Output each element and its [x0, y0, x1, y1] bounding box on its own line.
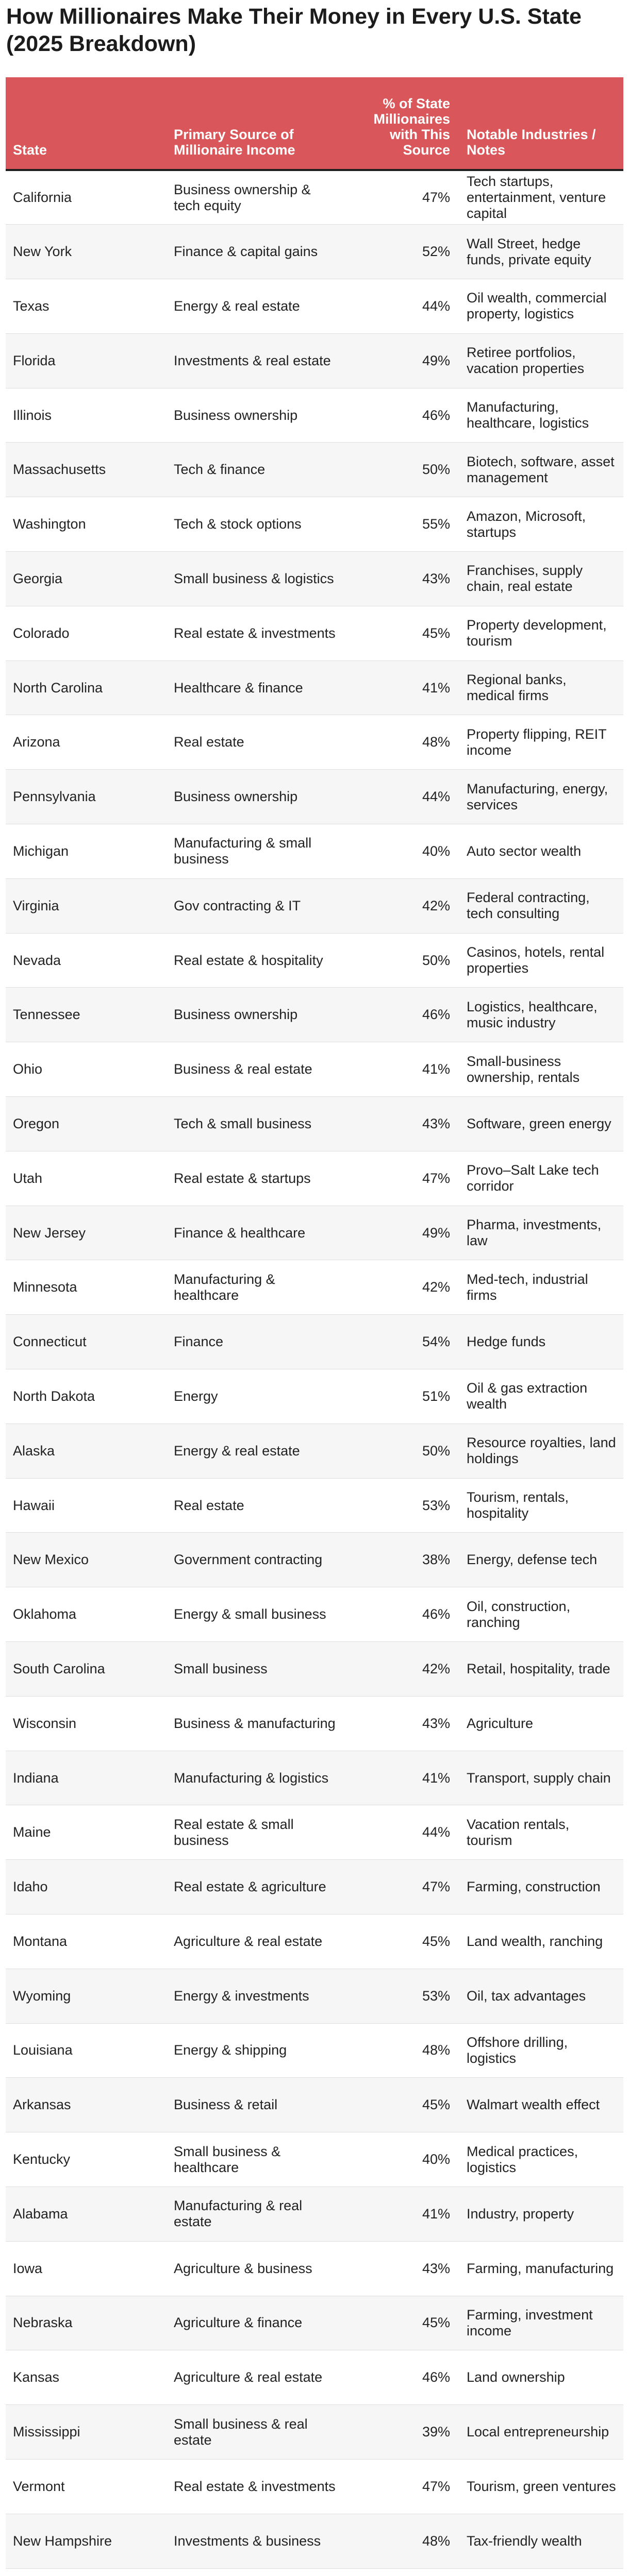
cell-percent: 52%: [346, 225, 459, 279]
cell-primary-source: Finance & healthcare: [167, 1206, 346, 1260]
cell-primary-source: Business & manufacturing: [167, 1696, 346, 1751]
cell-state: Arkansas: [6, 2078, 167, 2132]
cell-primary-source: Business ownership: [167, 388, 346, 443]
cell-state: Nebraska: [6, 2296, 167, 2350]
cell-notes: Tech startups, entertainment, venture capital: [459, 170, 623, 225]
cell-notes: Casinos, hotels, rental properties: [459, 933, 623, 988]
table-row: [6, 933, 623, 988]
cell-notes: Tourism, green ventures: [459, 2459, 623, 2514]
cell-notes: Franchises, supply chain, real estate: [459, 552, 623, 606]
cell-state: Connecticut: [6, 1315, 167, 1369]
cell-notes: Med-tech, industrial firms: [459, 1260, 623, 1315]
cell-notes: Walmart wealth effect: [459, 2078, 623, 2132]
cell-notes: Oil, construction, ranching: [459, 1587, 623, 1642]
header-row: [6, 77, 623, 170]
cell-primary-source: Real estate & small business: [167, 1805, 346, 1860]
table-row: [6, 552, 623, 606]
table-row: [6, 1696, 623, 1751]
cell-percent: 45%: [346, 2078, 459, 2132]
cell-percent: 49%: [346, 333, 459, 388]
table-row: [6, 1860, 623, 1914]
cell-primary-source: Small business & logistics: [167, 552, 346, 606]
table-row: [6, 1423, 623, 1478]
cell-notes: Farming, manufacturing: [459, 2241, 623, 2296]
cell-notes: Retiree portfolios, vacation properties: [459, 333, 623, 388]
cell-percent: 38%: [346, 1533, 459, 1587]
table-row: [6, 2350, 623, 2405]
cell-primary-source: Business ownership & tech equity: [167, 170, 346, 225]
cell-primary-source: Real estate & startups: [167, 1151, 346, 1206]
table-row: [6, 878, 623, 933]
cell-primary-source: Agriculture & finance: [167, 2296, 346, 2350]
cell-percent: 42%: [346, 1642, 459, 1697]
cell-state: New York: [6, 225, 167, 279]
cell-primary-source: Real estate & investments: [167, 2459, 346, 2514]
cell-primary-source: Gov contracting & IT: [167, 878, 346, 933]
cell-state: South Carolina: [6, 1642, 167, 1697]
cell-notes: [459, 2568, 623, 2576]
cell-primary-source: Manufacturing & logistics: [167, 1751, 346, 1805]
cell-percent: 49%: [346, 1206, 459, 1260]
table-row: [6, 2241, 623, 2296]
table-row: [6, 1478, 623, 1533]
cell-state: California: [6, 170, 167, 225]
cell-primary-source: Tech & finance: [167, 443, 346, 497]
table-row: [6, 170, 623, 225]
cell-percent: 50%: [346, 443, 459, 497]
cell-state: Utah: [6, 1151, 167, 1206]
cell-primary-source: Agriculture & real estate: [167, 1914, 346, 1969]
cell-percent: 40%: [346, 824, 459, 879]
cell-primary-source: Energy: [167, 1369, 346, 1424]
cell-percent: 41%: [346, 2187, 459, 2241]
table-row: [6, 1206, 623, 1260]
cell-primary-source: [167, 2568, 346, 2576]
cell-state: Virginia: [6, 878, 167, 933]
table-row: [6, 2132, 623, 2187]
cell-notes: Industry, property: [459, 2187, 623, 2241]
cell-state: Pennsylvania: [6, 770, 167, 824]
cell-primary-source: Manufacturing & healthcare: [167, 1260, 346, 1315]
table-row: [6, 1369, 623, 1424]
cell-notes: Tax-friendly wealth: [459, 2514, 623, 2568]
cell-percent: 41%: [346, 1751, 459, 1805]
cell-primary-source: Real estate: [167, 1478, 346, 1533]
cell-state: Georgia: [6, 552, 167, 606]
cell-percent: 50%: [346, 1423, 459, 1478]
cell-state: Hawaii: [6, 1478, 167, 1533]
cell-state: Oklahoma: [6, 1587, 167, 1642]
cell-percent: 47%: [346, 1151, 459, 1206]
cell-state: Louisiana: [6, 2023, 167, 2078]
cell-state: Oregon: [6, 1097, 167, 1151]
cell-primary-source: Energy & shipping: [167, 2023, 346, 2078]
cell-primary-source: Business ownership: [167, 988, 346, 1042]
cell-state: Arizona: [6, 715, 167, 770]
cell-primary-source: Agriculture & real estate: [167, 2350, 346, 2405]
cell-percent: [346, 2568, 459, 2576]
cell-state: New Hampshire: [6, 2514, 167, 2568]
cell-primary-source: Small business & healthcare: [167, 2132, 346, 2187]
cell-notes: Property flipping, REIT income: [459, 715, 623, 770]
cell-notes: Land ownership: [459, 2350, 623, 2405]
cell-notes: Oil & gas extraction wealth: [459, 1369, 623, 1424]
cell-notes: Energy, defense tech: [459, 1533, 623, 1587]
cell-notes: Resource royalties, land holdings: [459, 1423, 623, 1478]
column-header-primary-source[interactable]: Primary Source of Millionaire Income: [167, 77, 346, 170]
cell-percent: 43%: [346, 1097, 459, 1151]
cell-primary-source: Manufacturing & small business: [167, 824, 346, 879]
cell-state: Michigan: [6, 824, 167, 879]
cell-notes: Retail, hospitality, trade: [459, 1642, 623, 1697]
cell-state: Florida: [6, 333, 167, 388]
cell-notes: Medical practices, logistics: [459, 2132, 623, 2187]
table-row: [6, 1260, 623, 1315]
cell-primary-source: Business & real estate: [167, 1042, 346, 1097]
table-row: [6, 333, 623, 388]
cell-primary-source: Real estate & hospitality: [167, 933, 346, 988]
table-row: [6, 225, 623, 279]
cell-percent: 50%: [346, 933, 459, 988]
cell-state: Indiana: [6, 1751, 167, 1805]
cell-percent: 47%: [346, 2459, 459, 2514]
cell-notes: Farming, investment income: [459, 2296, 623, 2350]
cell-primary-source: Business & retail: [167, 2078, 346, 2132]
table-row: [6, 2459, 623, 2514]
cell-state: Alabama: [6, 2187, 167, 2241]
cell-percent: 46%: [346, 1587, 459, 1642]
cell-percent: 48%: [346, 715, 459, 770]
cell-percent: 40%: [346, 2132, 459, 2187]
cell-state: Washington: [6, 497, 167, 552]
table-row: [6, 1642, 623, 1697]
table-row: [6, 2514, 623, 2568]
table-row: [6, 388, 623, 443]
cell-notes: Software, green energy: [459, 1097, 623, 1151]
table-row: [6, 2405, 623, 2460]
column-header-state[interactable]: State: [6, 77, 167, 170]
cell-notes: Agriculture: [459, 1696, 623, 1751]
cell-percent: 43%: [346, 2241, 459, 2296]
cell-state: Alaska: [6, 1423, 167, 1478]
cell-notes: Offshore drilling, logistics: [459, 2023, 623, 2078]
cell-notes: Logistics, healthcare, music industry: [459, 988, 623, 1042]
cell-notes: Vacation rentals, tourism: [459, 1805, 623, 1860]
cell-percent: 53%: [346, 1969, 459, 2023]
cell-state: New Mexico: [6, 1533, 167, 1587]
cell-percent: 39%: [346, 2405, 459, 2460]
cell-notes: Transport, supply chain: [459, 1751, 623, 1805]
cell-notes: Federal contracting, tech consulting: [459, 878, 623, 933]
cell-primary-source: Real estate & agriculture: [167, 1860, 346, 1914]
cell-percent: 47%: [346, 1860, 459, 1914]
cell-state: Illinois: [6, 388, 167, 443]
table-row: [6, 2296, 623, 2350]
cell-primary-source: Energy & real estate: [167, 279, 346, 334]
cell-percent: 45%: [346, 606, 459, 660]
cell-percent: 47%: [346, 170, 459, 225]
cell-notes: Small-business ownership, rentals: [459, 1042, 623, 1097]
table-body: [6, 170, 623, 2576]
cell-notes: Oil, tax advantages: [459, 1969, 623, 2023]
cell-percent: 46%: [346, 388, 459, 443]
cell-percent: 51%: [346, 1369, 459, 1424]
cell-percent: 43%: [346, 552, 459, 606]
cell-primary-source: Real estate & investments: [167, 606, 346, 660]
cell-state: Massachusetts: [6, 443, 167, 497]
cell-state: Colorado: [6, 606, 167, 660]
cell-primary-source: Business ownership: [167, 770, 346, 824]
cell-primary-source: Investments & real estate: [167, 333, 346, 388]
cell-primary-source: Finance & capital gains: [167, 225, 346, 279]
cell-state: Tennessee: [6, 988, 167, 1042]
cell-primary-source: Tech & stock options: [167, 497, 346, 552]
cell-state: Mississippi: [6, 2405, 167, 2460]
table-row: [6, 606, 623, 660]
table-row: [6, 1315, 623, 1369]
cell-notes: Amazon, Microsoft, startups: [459, 497, 623, 552]
cell-percent: 42%: [346, 878, 459, 933]
cell-percent: 48%: [346, 2514, 459, 2568]
cell-percent: 43%: [346, 1696, 459, 1751]
cell-notes: Farming, construction: [459, 1860, 623, 1914]
column-header-percent[interactable]: % of State Millionaires with This Source: [346, 77, 459, 170]
cell-primary-source: Energy & real estate: [167, 1423, 346, 1478]
table-row: [6, 2568, 623, 2576]
cell-percent: 42%: [346, 1260, 459, 1315]
cell-percent: 55%: [346, 497, 459, 552]
cell-notes: Oil wealth, commercial property, logistics: [459, 279, 623, 334]
cell-primary-source: Real estate: [167, 715, 346, 770]
table-row: [6, 1533, 623, 1587]
cell-primary-source: Energy & investments: [167, 1969, 346, 2023]
cell-percent: 54%: [346, 1315, 459, 1369]
cell-percent: 46%: [346, 988, 459, 1042]
cell-percent: 41%: [346, 660, 459, 715]
page-title: How Millionaires Make Their Money in Every U.S. State (2025 Breakdown): [6, 4, 582, 56]
cell-primary-source: Government contracting: [167, 1533, 346, 1587]
table-row: [6, 2187, 623, 2241]
table-header: [6, 77, 623, 170]
cell-state: [6, 2568, 167, 2576]
cell-primary-source: Small business: [167, 1642, 346, 1697]
cell-percent: 41%: [346, 1042, 459, 1097]
cell-state: Idaho: [6, 1860, 167, 1914]
cell-state: Kansas: [6, 2350, 167, 2405]
cell-notes: Pharma, investments, law: [459, 1206, 623, 1260]
cell-notes: Provo–Salt Lake tech corridor: [459, 1151, 623, 1206]
cell-state: Montana: [6, 1914, 167, 1969]
table-row: [6, 1042, 623, 1097]
cell-percent: 48%: [346, 2023, 459, 2078]
cell-notes: Regional banks, medical firms: [459, 660, 623, 715]
cell-state: Iowa: [6, 2241, 167, 2296]
cell-primary-source: Healthcare & finance: [167, 660, 346, 715]
cell-state: Nevada: [6, 933, 167, 988]
cell-state: Kentucky: [6, 2132, 167, 2187]
table-row: [6, 2023, 623, 2078]
cell-state: North Dakota: [6, 1369, 167, 1424]
cell-primary-source: Small business & real estate: [167, 2405, 346, 2460]
cell-percent: 44%: [346, 770, 459, 824]
table-row: [6, 443, 623, 497]
cell-state: Texas: [6, 279, 167, 334]
cell-state: North Carolina: [6, 660, 167, 715]
cell-state: New Jersey: [6, 1206, 167, 1260]
cell-notes: Hedge funds: [459, 1315, 623, 1369]
cell-primary-source: Energy & small business: [167, 1587, 346, 1642]
cell-percent: 45%: [346, 2296, 459, 2350]
cell-primary-source: Tech & small business: [167, 1097, 346, 1151]
cell-notes: Biotech, software, asset management: [459, 443, 623, 497]
cell-primary-source: Finance: [167, 1315, 346, 1369]
cell-percent: 46%: [346, 2350, 459, 2405]
table-row: [6, 1805, 623, 1860]
cell-primary-source: Investments & business: [167, 2514, 346, 2568]
cell-state: Wisconsin: [6, 1696, 167, 1751]
cell-state: Vermont: [6, 2459, 167, 2514]
cell-primary-source: Manufacturing & real estate: [167, 2187, 346, 2241]
column-header-notes[interactable]: Notable Industries / Notes: [459, 77, 623, 170]
cell-state: Maine: [6, 1805, 167, 1860]
data-table: [6, 77, 623, 2576]
cell-notes: Manufacturing, healthcare, logistics: [459, 388, 623, 443]
cell-state: Minnesota: [6, 1260, 167, 1315]
table-row: [6, 2078, 623, 2132]
cell-percent: 45%: [346, 1914, 459, 1969]
cell-percent: 44%: [346, 1805, 459, 1860]
cell-notes: Auto sector wealth: [459, 824, 623, 879]
cell-notes: Manufacturing, energy, services: [459, 770, 623, 824]
cell-percent: 44%: [346, 279, 459, 334]
table-row: [6, 1587, 623, 1642]
table-row: [6, 988, 623, 1042]
cell-notes: Property development, tourism: [459, 606, 623, 660]
table-row: [6, 770, 623, 824]
cell-notes: Land wealth, ranching: [459, 1914, 623, 1969]
table-row: [6, 660, 623, 715]
cell-notes: Local entrepreneurship: [459, 2405, 623, 2460]
cell-primary-source: Agriculture & business: [167, 2241, 346, 2296]
cell-notes: Wall Street, hedge funds, private equity: [459, 225, 623, 279]
table-row: [6, 279, 623, 334]
table-row: [6, 497, 623, 552]
cell-state: Wyoming: [6, 1969, 167, 2023]
millionaire-income-table: [6, 77, 623, 2576]
table-row: [6, 824, 623, 879]
table-row: [6, 1969, 623, 2023]
cell-percent: 53%: [346, 1478, 459, 1533]
table-row: [6, 715, 623, 770]
table-row: [6, 1151, 623, 1206]
cell-notes: Tourism, rentals, hospitality: [459, 1478, 623, 1533]
cell-state: Ohio: [6, 1042, 167, 1097]
table-row: [6, 1097, 623, 1151]
table-row: [6, 1751, 623, 1805]
table-row: [6, 1914, 623, 1969]
